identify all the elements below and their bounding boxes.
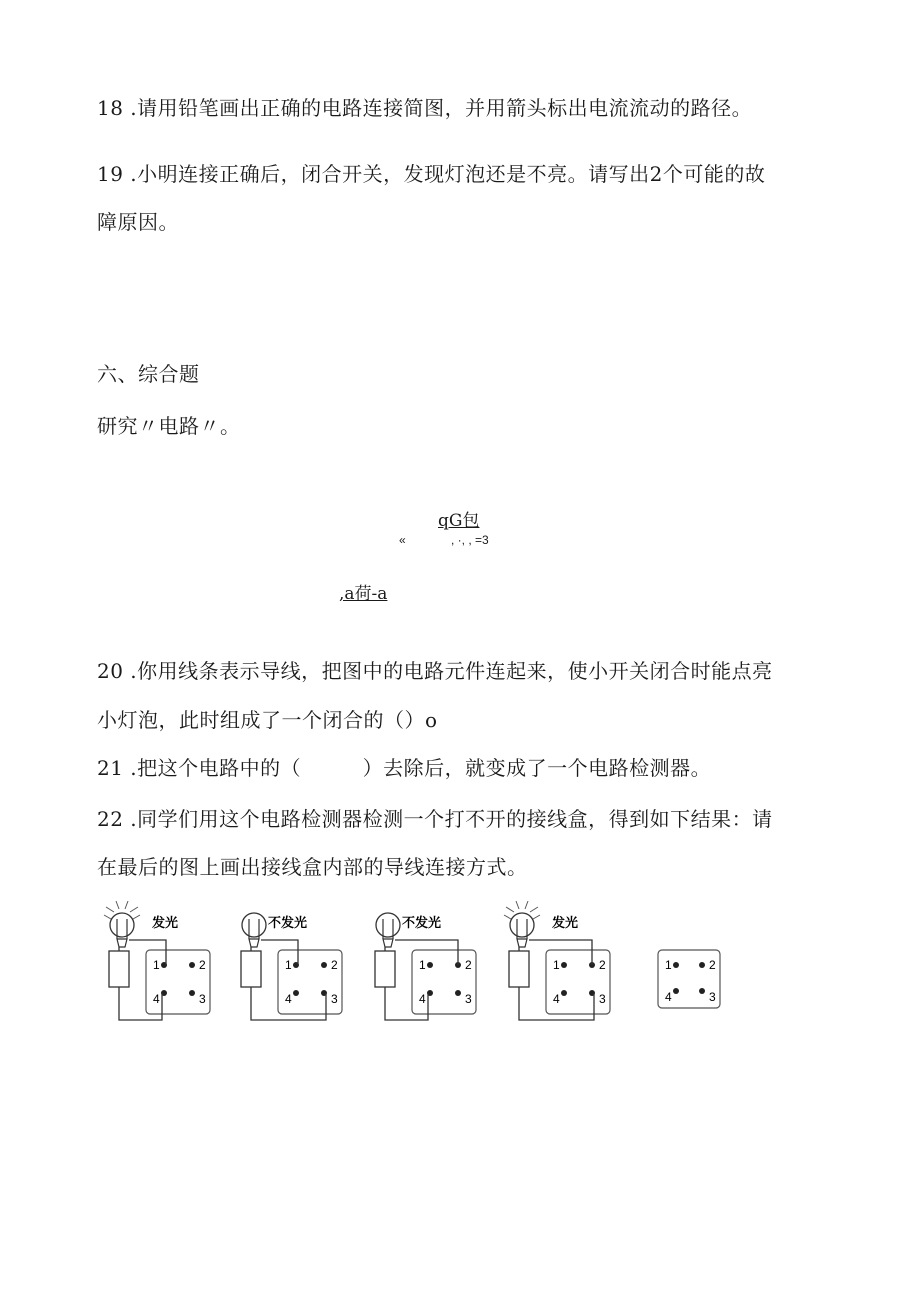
question-20-line2: 小灯泡，此时组成了一个闭合的（）o (97, 708, 438, 732)
figure-label-middle-left: « (399, 533, 406, 547)
battery-icon (375, 951, 395, 987)
circuit-test-figure (0, 895, 920, 1055)
result-label: 发光 (552, 915, 579, 930)
question-19-line2: 障原因。 (97, 210, 179, 234)
question-19-line1: 19 .小明连接正确后，闭合开关，发现灯泡还是不亮。请写出2个可能的故 (97, 162, 766, 186)
battery-icon (509, 951, 529, 987)
question-22-line1: 22 .同学们用这个电路检测器检测一个打不开的接线盒，得到如下结果：请 (97, 807, 773, 831)
terminal-1-label: 1 (153, 958, 160, 972)
figure-label-top: qG包 (438, 511, 480, 531)
bulb-icon (510, 913, 534, 937)
test-panel-1 (104, 901, 210, 1020)
test-panel-4 (504, 901, 610, 1020)
terminal-4-label: 4 (553, 992, 560, 1006)
question-21: 21 .把这个电路中的（ ）去除后，就变成了一个电路检测器。 (97, 756, 712, 780)
terminal-4-label: 4 (285, 992, 292, 1006)
terminal-4-label: 4 (665, 990, 672, 1004)
terminal-4-label: 4 (419, 992, 426, 1006)
bulb-icon (242, 913, 266, 937)
terminal-3-label: 3 (465, 992, 472, 1006)
result-label: 发光 (152, 915, 179, 930)
terminal-1-label: 1 (665, 958, 672, 972)
battery-icon (241, 951, 261, 987)
terminal-4-label: 4 (153, 992, 160, 1006)
terminal-3-label: 3 (709, 990, 716, 1004)
terminal-2-label: 2 (199, 958, 206, 972)
section-heading: 六、综合题 (97, 362, 200, 386)
terminal-1-label: 1 (285, 958, 292, 972)
figure-label-middle-right: , ·, , =3 (451, 533, 489, 547)
test-panel-2 (241, 913, 342, 1020)
test-panel-3 (375, 913, 476, 1020)
terminal-3-label: 3 (599, 992, 606, 1006)
question-20-line1: 20 .你用线条表示导线，把图中的电路元件连起来，使小开关闭合时能点亮 (97, 659, 773, 683)
bulb-icon (110, 913, 134, 937)
terminal-2-label: 2 (709, 958, 716, 972)
question-18: 18 .请用铅笔画出正确的电路连接简图，并用箭头标出电流流动的路径。 (97, 96, 753, 120)
result-label: 不发光 (402, 915, 442, 930)
result-label: 不发光 (268, 915, 308, 930)
section-intro: 研究〃电路〃。 (97, 414, 241, 438)
terminal-3-label: 3 (199, 992, 206, 1006)
terminal-1-label: 1 (419, 958, 426, 972)
terminal-1-label: 1 (553, 958, 560, 972)
terminal-3-label: 3 (331, 992, 338, 1006)
terminal-2-label: 2 (465, 958, 472, 972)
bulb-icon (376, 913, 400, 937)
figure-label-bottom: ,a荷-a (339, 584, 388, 604)
blank-junction-box[interactable] (658, 950, 720, 1008)
terminal-2-label: 2 (599, 958, 606, 972)
battery-icon (109, 951, 129, 987)
question-22-line2: 在最后的图上画出接线盒内部的导线连接方式。 (97, 855, 528, 879)
terminal-2-label: 2 (331, 958, 338, 972)
